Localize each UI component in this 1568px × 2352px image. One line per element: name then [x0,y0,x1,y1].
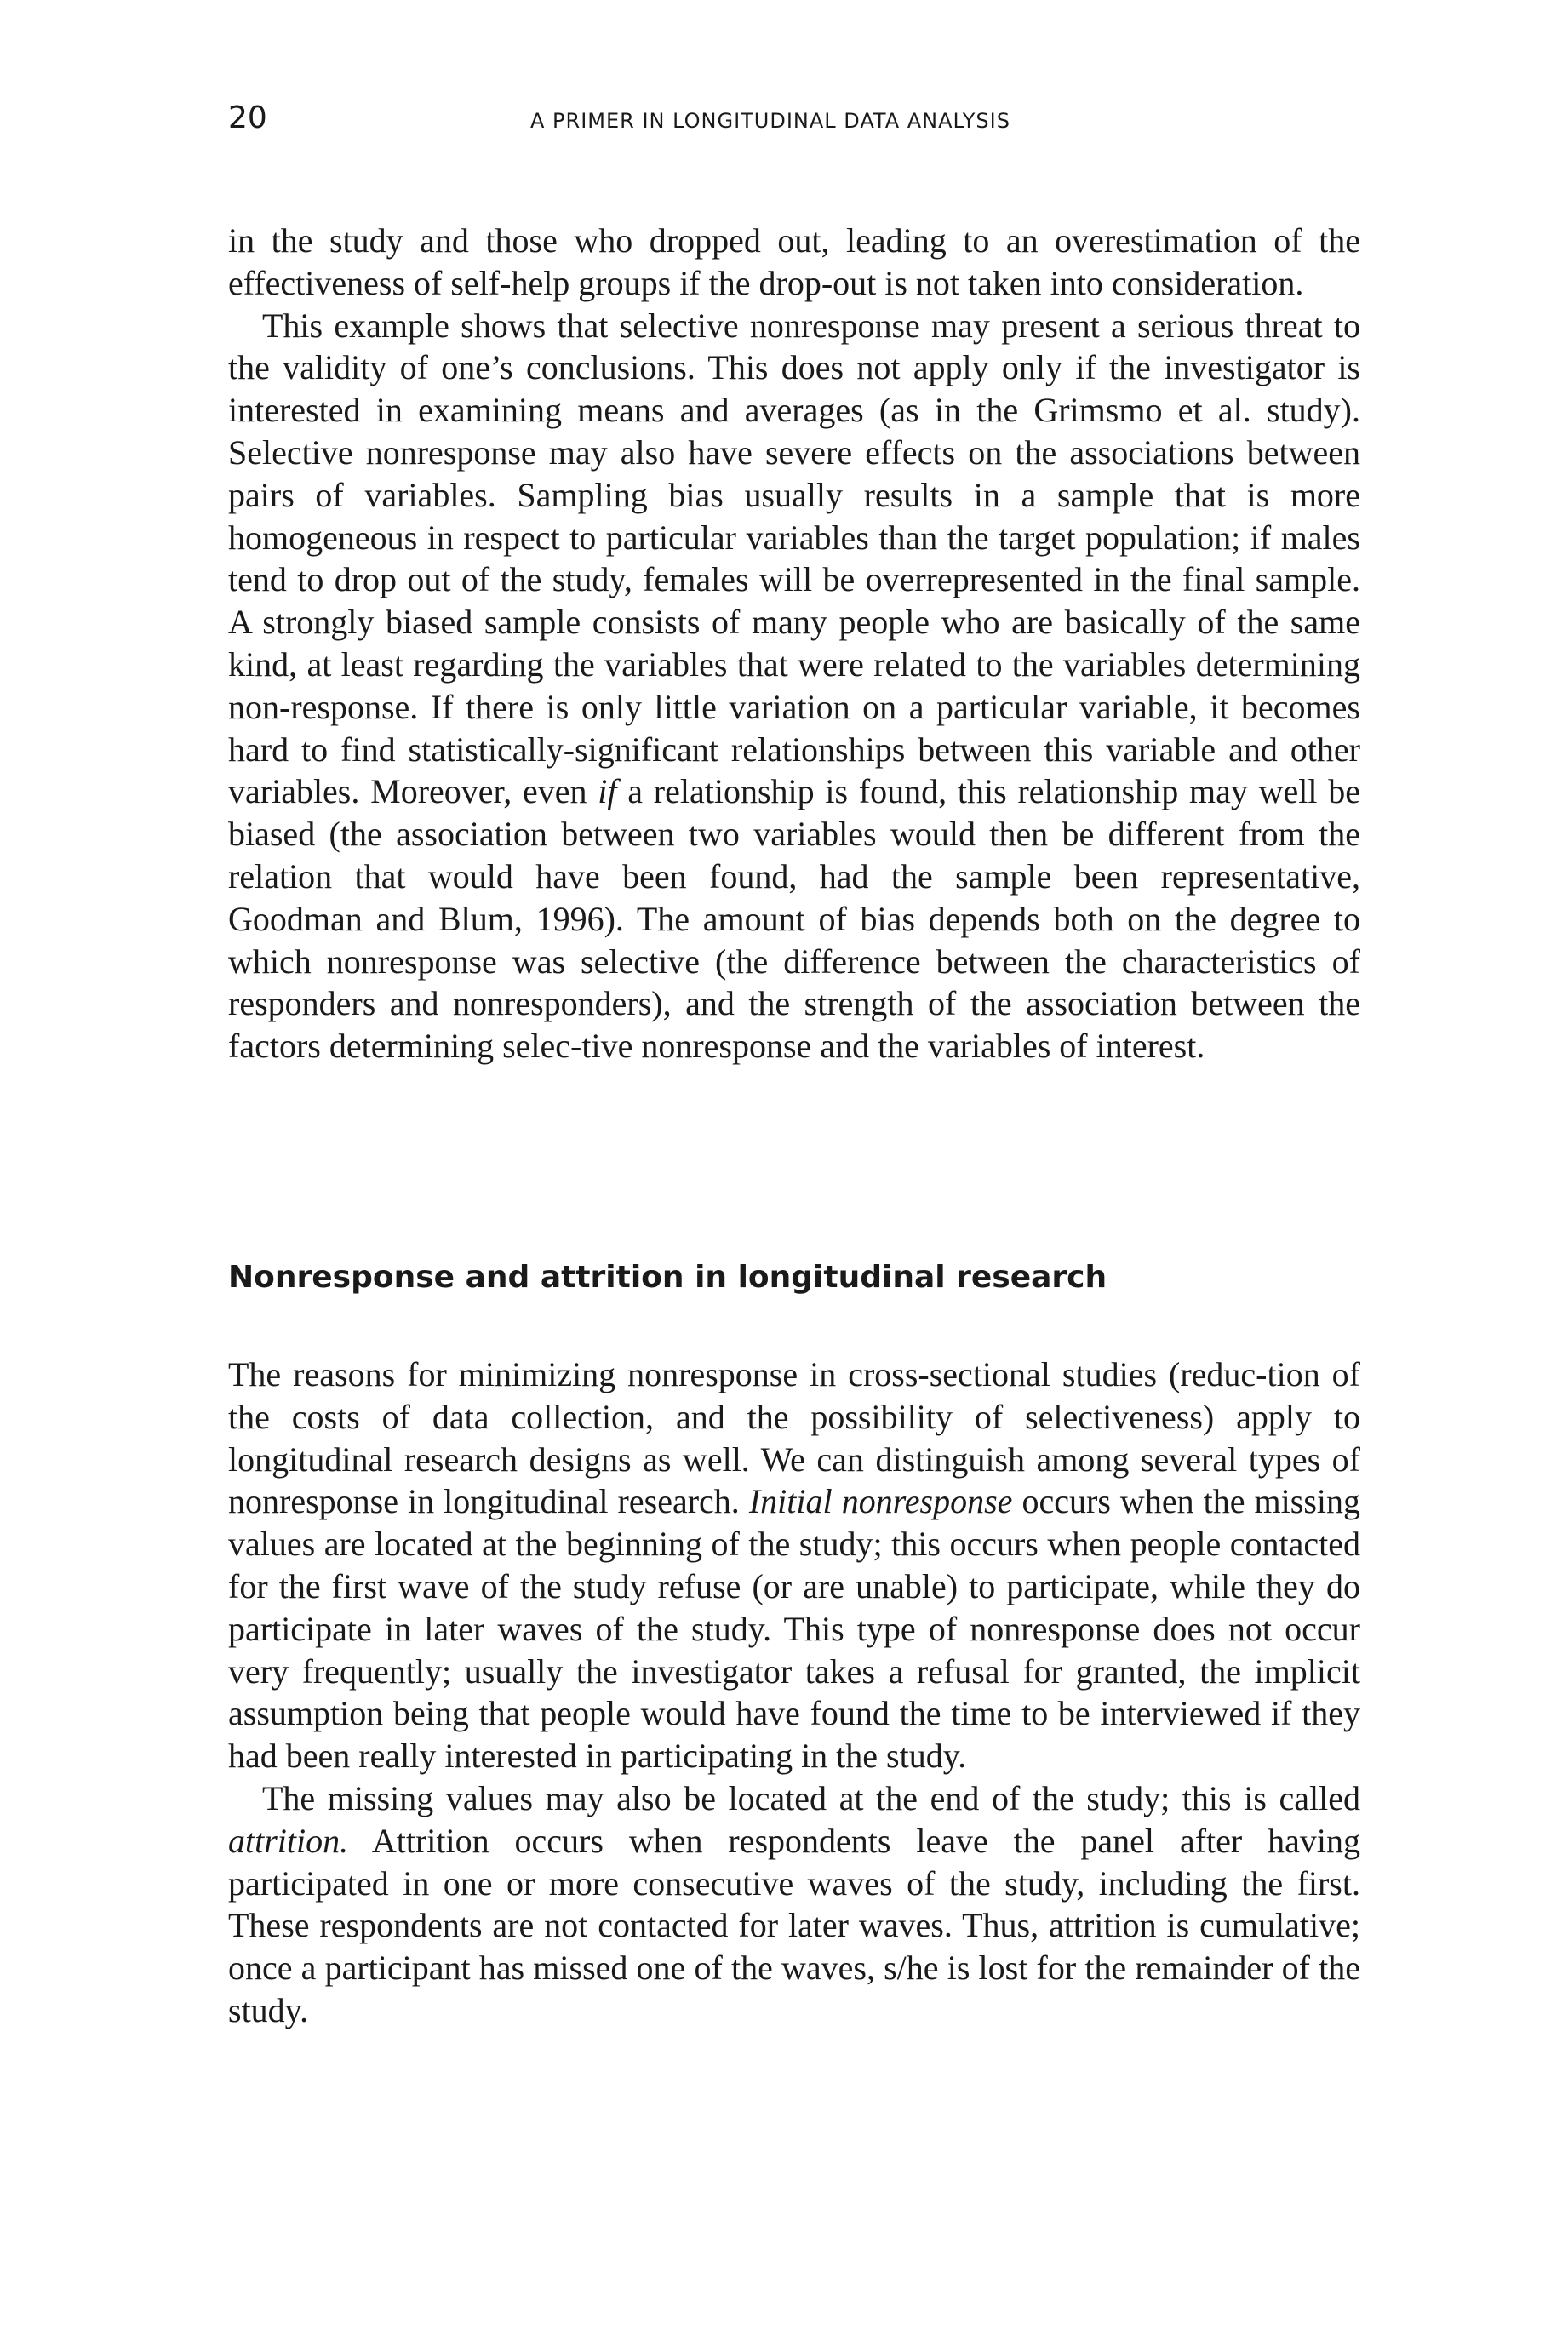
italic-term: attrition. [228,1821,349,1860]
paragraph-text: Attrition occurs when respondents leave the panel after having participated in one or more consecutive waves of the study, including the first. These respondents are not contacted for later waves. Thus, attrition is cumulative; once a participant has missed one of the waves, s/he is lost for the remainder of the study. [228,1821,1360,2029]
paragraph-text: The missing values may also be located at the end of the study; this is called [262,1778,1360,1817]
paragraph-text: This example shows that selective nonresponse may present a serious threat to the validity of one’s conclusions. This does not apply only if the investigator is interested in examining means and averages (as in the Grimsmo et al. study). Selective nonresponse may also have severe effects on the associations between pairs of variables. Sampling bias usually results in a sample that is more homogeneous in respect to particular variables than the target population; if males tend to drop out of the study, females will be overrepresented in the final sample. A strongly biased sample consists of many people who are basically of the same kind, at least regarding the variables that were related to the variables determining non-response. If there is only little variation on a particular variable, it becomes hard to find statistically-significant relationships between this variable and other variables. Moreover, even [228,306,1360,811]
body-text-top [228,220,1360,1067]
section-heading: Nonresponse and attrition in longitudinal research [228,1260,1107,1295]
paragraph-text: The reasons for minimizing nonresponse in cross-sectional studies (reduc-tion of the costs of data collection, and the possibility of selectiveness) apply to longitudinal research designs as well. We can distinguish among several types of nonresponse in longitudinal research. [228,1355,1360,1521]
running-header [228,100,1360,143]
paragraph-initial-nonresponse [228,1353,1360,1777]
paragraph-attrition [228,1777,1360,2032]
paragraph-continuation: in the study and those who dropped out, leading to an overestimation of the effectiveness of self-help groups if the drop-out is not taken into consideration. [228,221,1360,302]
italic-term: Initial nonresponse [748,1482,1013,1521]
paragraph-text: a relationship is found, this relationship may well be biased (the association between two variables would then be different from the relation that would have been found, had the sample been representative, Goodman and Blum, 1996). The amount of bias depends both on the degree to which nonresponse was selective (the difference between the characteristics of responders and nonresponders), and the strength of the association between the factors determining selec-tive nonresponse and the variables of interest. [228,772,1361,1066]
paragraph-selective-nonresponse [228,305,1360,1067]
paragraph-text: occurs when the missing values are located at the beginning of the study; this occurs when people contacted for the first wave of the study refuse (or are unable) to participate, while they do participate in later waves of the study. This type of nonresponse does not occur very frequently; usually the investigator takes a refusal for granted, the implicit assumption being that people would have found the time to be interviewed if they had been really interested in participating in the study. [228,1482,1361,1776]
italic-term: if [598,772,617,811]
page-number: 20 [228,100,267,135]
body-text-section [228,1353,1360,2032]
running-title: A PRIMER IN LONGITUDINAL DATA ANALYSIS [530,109,1010,133]
